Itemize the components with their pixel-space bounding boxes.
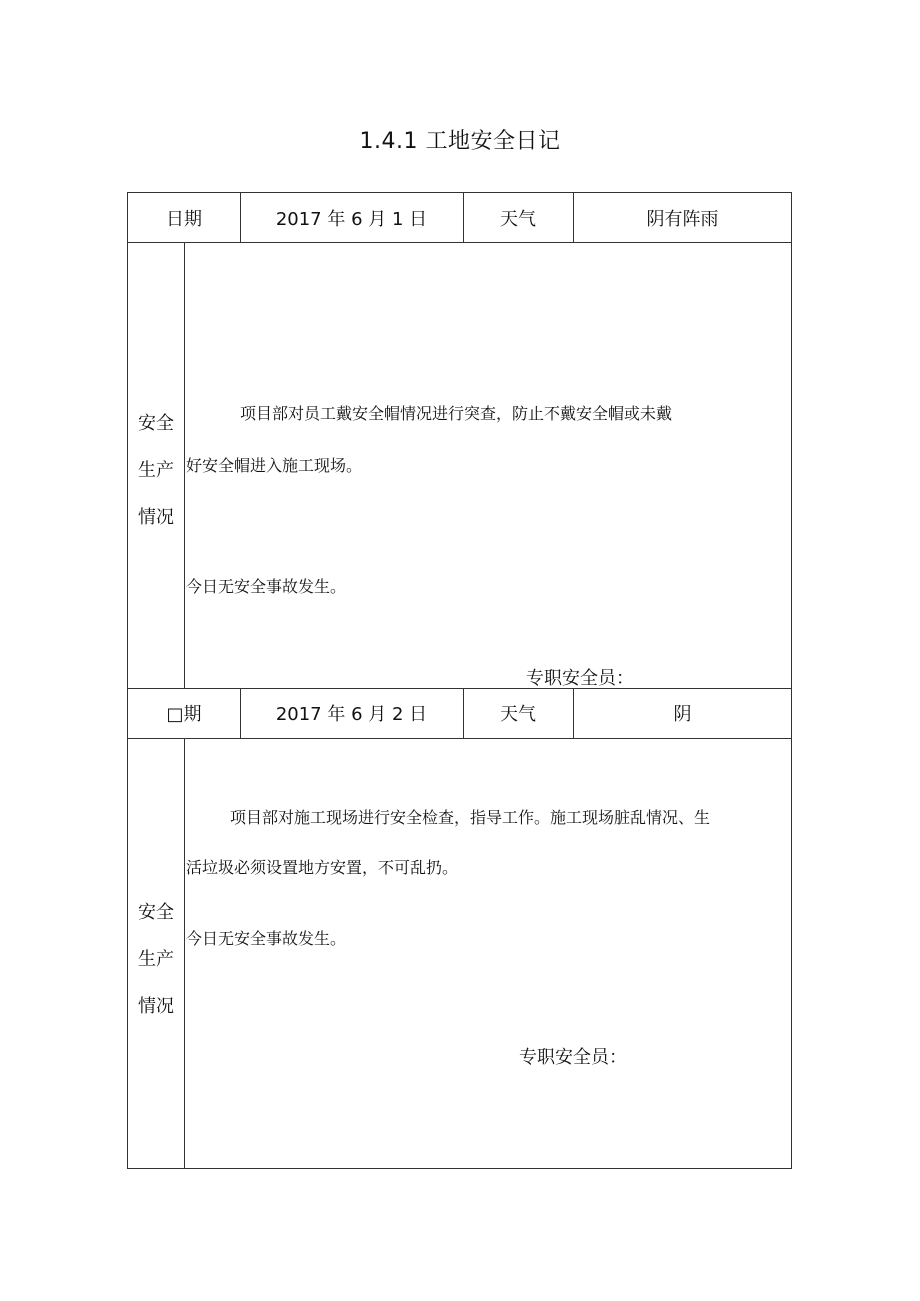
section-label-line: 生产: [138, 949, 174, 970]
row-divider: [128, 242, 791, 243]
report-text-line: 今日无安全事故发生。: [186, 929, 347, 948]
safety-diary-table: [127, 192, 792, 1169]
date-label: □期: [166, 704, 202, 725]
safety-officer-signature-label: 专职安全员：: [526, 668, 634, 689]
report-text-line: 今日无安全事故发生。: [186, 577, 347, 596]
report-text-line: 活垃圾必须设置地方安置，不可乱扔。: [186, 858, 459, 877]
section-label-line: 生产: [138, 460, 174, 481]
section-label: [128, 400, 184, 541]
section-label-line: 情况: [138, 996, 174, 1017]
column-divider: [184, 242, 185, 688]
weather-value: 阴有阵雨: [646, 208, 719, 230]
safety-officer-signature-label: 专职安全员：: [519, 1047, 627, 1068]
report-text-line: 好安全帽进入施工现场。: [186, 456, 363, 475]
section-label-line: 情况: [138, 507, 174, 528]
weather-label: 天气: [500, 208, 536, 230]
date-value: 2017 年 6 月 1 日: [275, 208, 428, 230]
section-label-line: 安全: [138, 413, 174, 434]
section-label-line: 安全: [138, 902, 174, 923]
weather-value: 阴: [673, 704, 692, 725]
report-text-line: 项目部对施工现场进行安全检查，指导工作。施工现场脏乱情况、生: [230, 808, 711, 827]
row-divider: [128, 738, 791, 739]
column-divider: [184, 738, 185, 1169]
date-value: 2017 年 6 月 2 日: [275, 704, 428, 725]
page-title: 1.4.1 工地安全日记: [359, 129, 561, 154]
report-text-line: 项目部对员工戴安全帽情况进行突查，防止不戴安全帽或未戴: [240, 404, 673, 423]
date-label: 日期: [166, 208, 202, 230]
weather-label: 天气: [500, 704, 536, 725]
section-label: [128, 889, 184, 1030]
